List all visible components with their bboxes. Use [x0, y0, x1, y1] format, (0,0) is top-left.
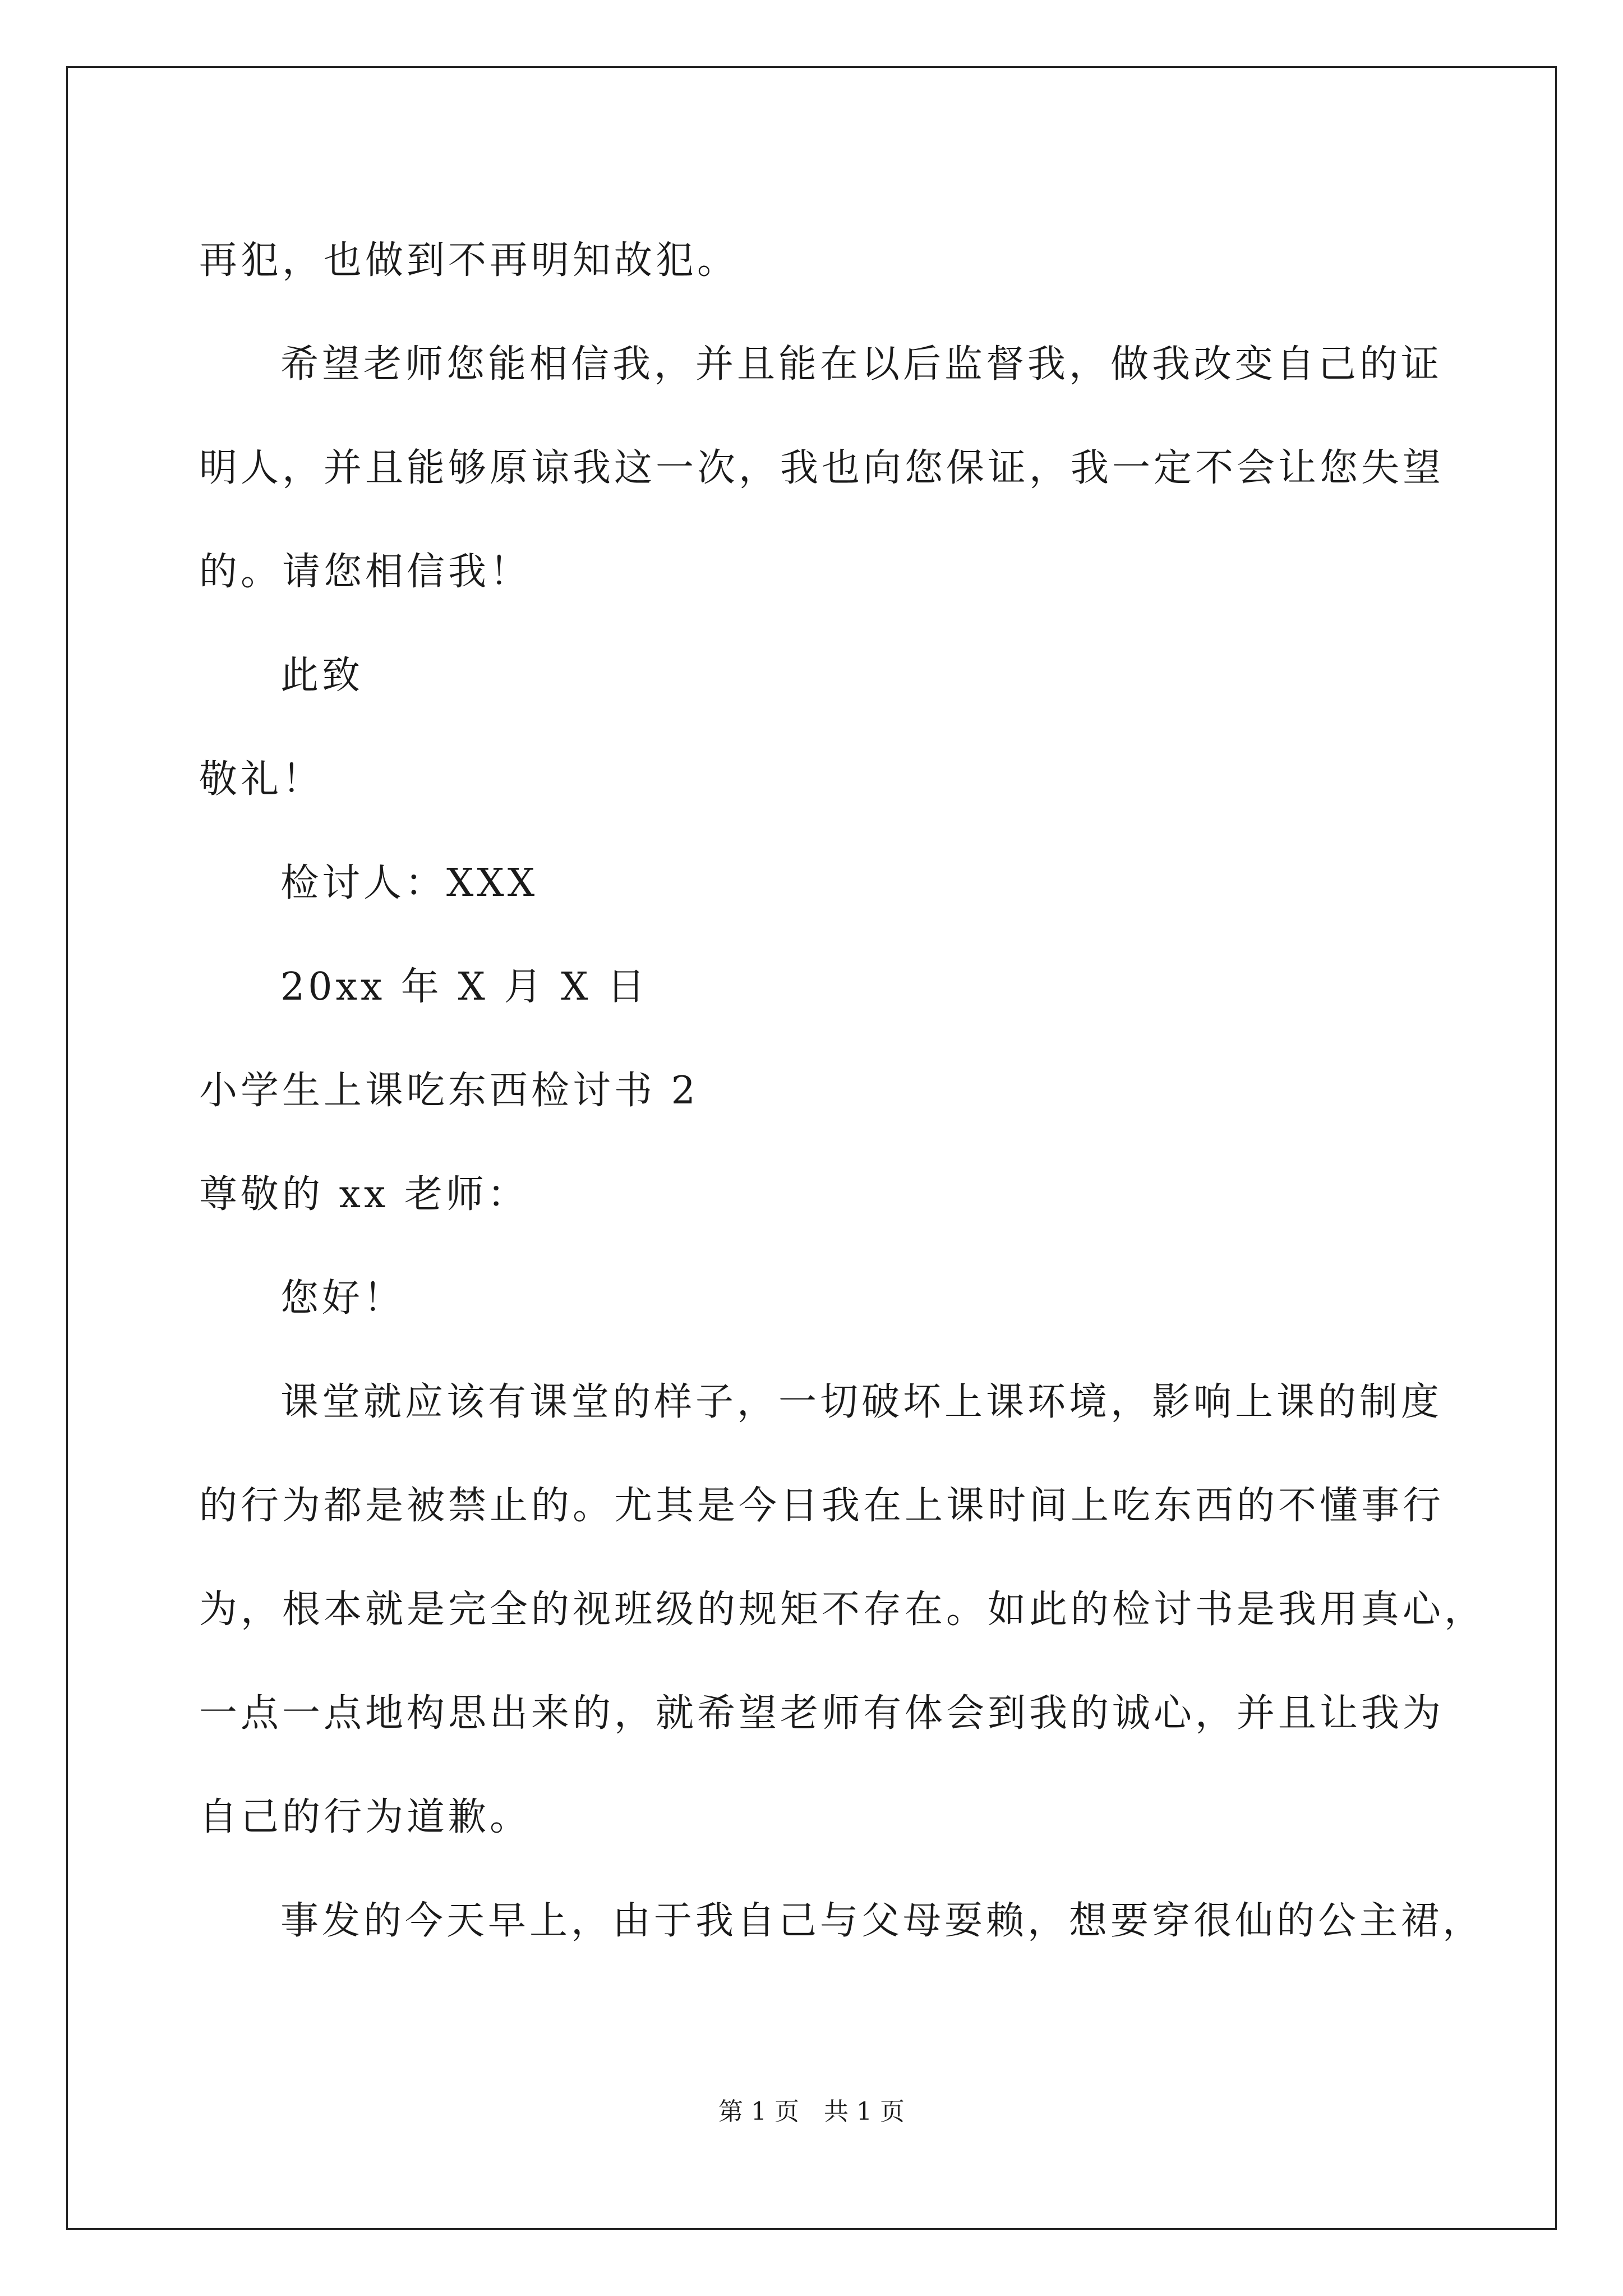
text-line: 敬礼！ — [199, 757, 324, 802]
text-line: 课堂就应该有课堂的样子，一切破坏上课环境，影响上课的制度 — [280, 1380, 1443, 1424]
text-line: 明人，并且能够原谅我这一次，我也向您保证，我一定不会让您失望 — [199, 446, 1445, 490]
text-line: 的行为都是被禁止的。尤其是今日我在上课时间上吃东西的不懂事行 — [199, 1484, 1445, 1528]
text-line: 检讨人：XXX — [280, 861, 538, 905]
document-body — [199, 209, 1486, 1973]
text-line: 事发的今天早上，由于我自己与父母耍赖，想要穿很仙的公主裙， — [280, 1899, 1484, 1943]
text-line: 此致 — [280, 654, 364, 698]
text-line: 希望老师您能相信我，并且能在以后监督我，做我改变自己的证 — [280, 342, 1443, 386]
text-line: 为，根本就是完全的视班级的规矩不存在。如此的检讨书是我用真心， — [199, 1588, 1486, 1632]
text-line: 一点一点地构思出来的，就希望老师有体会到我的诚心，并且让我为 — [199, 1691, 1445, 1736]
text-line: 小学生上课吃东西检讨书 2 — [199, 1069, 699, 1113]
text-line: 您好！ — [280, 1276, 405, 1320]
text-line: 自己的行为道歉。 — [199, 1795, 532, 1839]
text-line: 再犯，也做到不再明知故犯。 — [199, 238, 739, 283]
text-line: 尊敬的 xx 老师： — [199, 1172, 529, 1217]
text-line: 的。请您相信我！ — [199, 550, 532, 594]
page-footer: 第 1 页 共 1 页 — [718, 2097, 905, 2126]
text-line: 20xx 年 X 月 X 日 — [280, 965, 649, 1009]
